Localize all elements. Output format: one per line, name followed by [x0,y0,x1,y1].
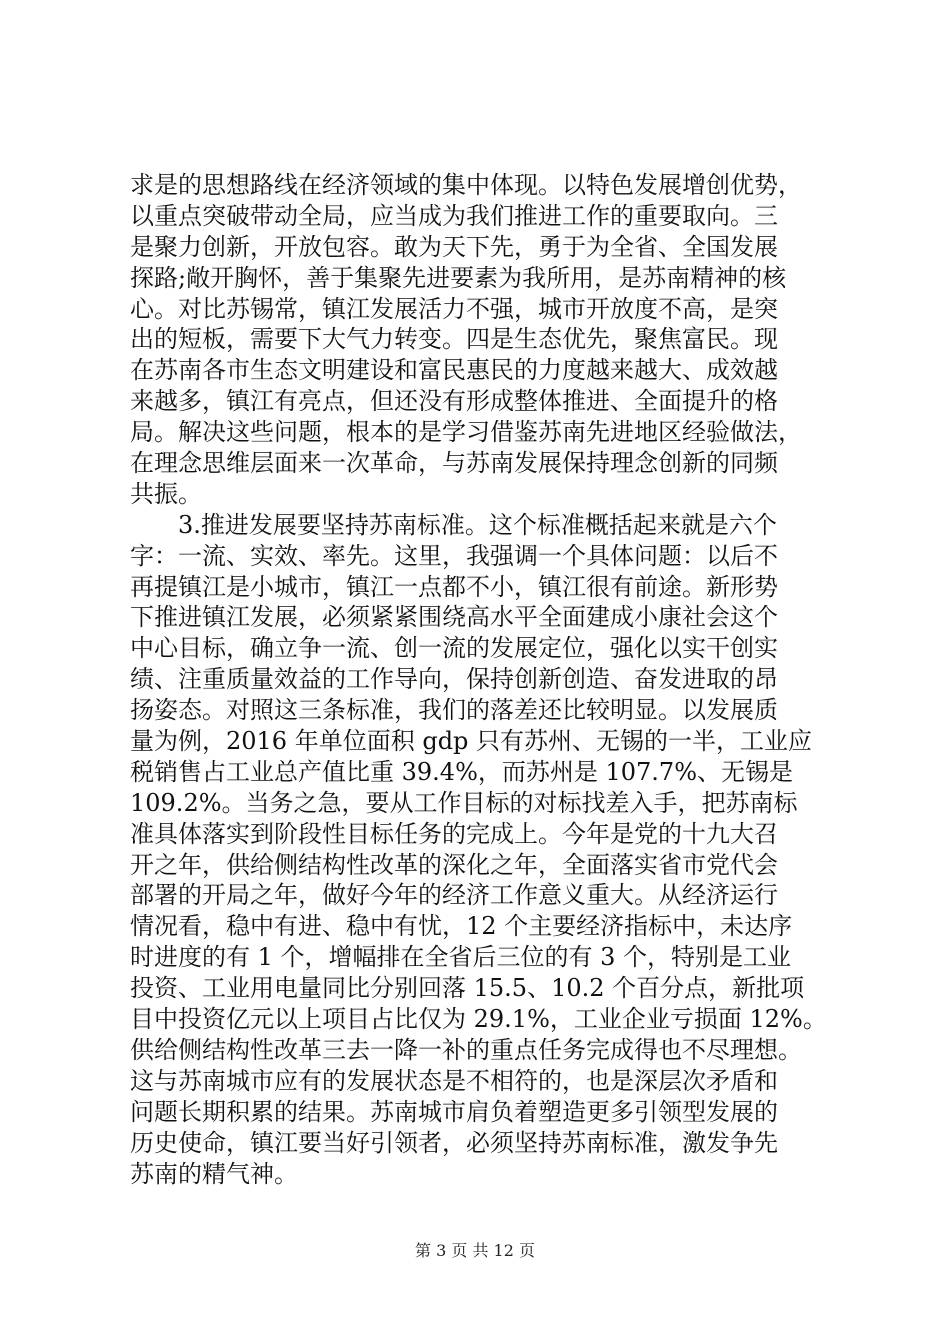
text-line: 部署的开局之年，做好今年的经济工作意义重大。从经济运行 [130,881,778,910]
text-line: 中心目标，确立争一流、创一流的发展定位，强化以实干创实 [130,634,778,663]
text-line: 心。对比苏锡常，镇江发展活力不强，城市开放度不高，是突 [130,294,778,323]
text-line: 是聚力创新，开放包容。敢为天下先，勇于为全省、全国发展 [130,232,778,261]
text-line: 求是的思想路线在经济领域的集中体现。以特色发展增创优势， [130,171,802,199]
text-line: 局。解决这些问题，根本的是学习借鉴苏南先进地区经验做法， [130,418,802,447]
text-line: 下推进镇江发展，必须紧紧围绕高水平全面建成小康社会这个 [130,603,778,632]
document-body [130,170,850,1189]
text-line: 109.2%。当务之急，要从工作目标的对标找差入手，把苏南标 [130,788,798,817]
text-line: 共振。 [130,479,202,508]
page-footer: 第 3 页 共 12 页 [415,1241,535,1260]
text-line: 3.推进发展要坚持苏南标准。这个标准概括起来就是六个 [130,510,777,539]
text-line: 供给侧结构性改革三去一降一补的重点任务完成得也不尽理想。 [130,1035,802,1064]
text-line: 绩、注重质量效益的工作导向，保持创新创造、奋发进取的昂 [130,665,778,694]
text-line: 开之年，供给侧结构性改革的深化之年，全面落实省市党代会 [130,850,778,879]
text-line: 再提镇江是小城市，镇江一点都不小，镇江很有前途。新形势 [130,572,778,601]
text-line: 探路;敞开胸怀，善于集聚先进要素为我所用，是苏南精神的核 [130,263,787,292]
text-line: 出的短板，需要下大气力转变。四是生态优先，聚焦富民。现 [130,325,778,354]
text-line: 目中投资亿元以上项目占比仅为 29.1%，工业企业亏损面 12%。 [130,1005,827,1034]
text-line: 投资、工业用电量同比分别回落 15.5、10.2 个百分点，新批项 [130,974,805,1003]
text-line: 扬姿态。对照这三条标准，我们的落差还比较明显。以发展质 [130,696,778,725]
text-line: 这与苏南城市应有的发展状态是不相符的，也是深层次矛盾和 [130,1066,778,1095]
text-line: 在苏南各市生态文明建设和富民惠民的力度越来越大、成效越 [130,356,778,385]
text-line: 苏南的精气神。 [130,1159,298,1188]
text-line: 准具体落实到阶段性目标任务的完成上。今年是党的十九大召 [130,819,778,848]
text-line: 问题长期积累的结果。苏南城市肩负着塑造更多引领型发展的 [130,1097,778,1126]
text-line: 来越多，镇江有亮点，但还没有形成整体推进、全面提升的格 [130,387,778,416]
text-line: 时进度的有 1 个，增幅排在全省后三位的有 3 个，特别是工业 [130,943,792,972]
text-line: 量为例，2016 年单位面积 gdp 只有苏州、无锡的一半，工业应 [130,727,813,756]
text-line: 字：一流、实效、率先。这里，我强调一个具体问题：以后不 [130,541,778,570]
text-line: 以重点突破带动全局，应当成为我们推进工作的重要取向。三 [130,201,778,230]
text-line: 税销售占工业总产值比重 39.4%，而苏州是 107.7%、无锡是 [130,757,794,786]
text-line: 历史使命，镇江要当好引领者，必须坚持苏南标准，激发争先 [130,1128,778,1157]
text-line: 情况看，稳中有进、稳中有忧，12 个主要经济指标中，未达序 [130,912,793,941]
text-line: 在理念思维层面来一次革命，与苏南发展保持理念创新的同频 [130,449,778,478]
